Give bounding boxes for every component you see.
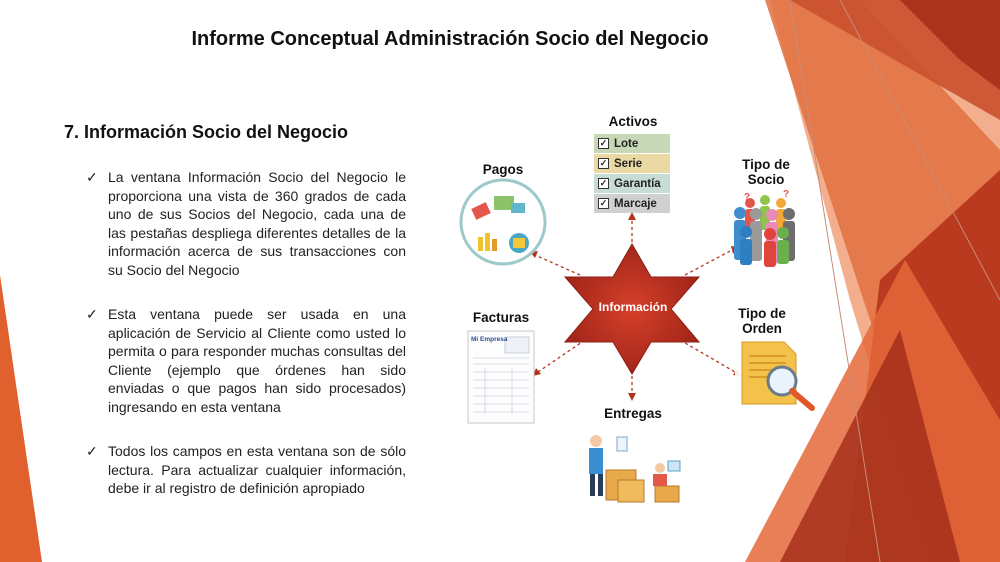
checkmark-icon: ✓	[86, 169, 98, 185]
pagos-label: Pagos	[482, 162, 524, 177]
entregas-label: Entregas	[604, 406, 662, 421]
order-document-illustration	[735, 340, 815, 410]
activos-list	[594, 134, 670, 214]
checkmark-icon: ✓	[86, 443, 98, 459]
checkbox-icon: ✓	[599, 138, 608, 148]
checkbox-icon: ✓	[599, 158, 608, 168]
activos-item-marcaje: ✓ Marcaje	[594, 194, 670, 213]
svg-text:?: ?	[783, 189, 790, 200]
tipo-orden-label: Tipo de Orden	[738, 306, 786, 336]
svg-text:?: ?	[744, 192, 751, 203]
delivery-illustration	[583, 430, 687, 508]
section-heading: 7. Información Socio del Negocio	[64, 122, 349, 142]
activos-item-garantia: ✓ Garantía	[594, 174, 670, 193]
facturas-label: Facturas	[472, 310, 530, 325]
checkmark-icon: ✓	[86, 306, 98, 322]
activos-label: Activos	[608, 114, 658, 129]
bullet-text: Esta ventana puede ser usada en una aplicación de Servicio al Cliente como usted lo permita o para responder muchas consultas del Cliente (ejemplo que órdenes han sido enviadas o que pagos han sido procesados) ingresando en esta ventana	[108, 306, 406, 415]
bullet-text: La ventana Información Socio del Negocio le proporciona una vista de 360 grados de cada uno de sus Socios del Negocio, cada una de las pestañas despliega diferentes detalles de la información acerca de sus transacciones con su Socio del Negocio	[108, 169, 406, 278]
checkbox-icon: ✓	[599, 178, 608, 188]
payments-illustration	[461, 180, 545, 264]
tipo-socio-label: Tipo de Socio	[742, 157, 790, 187]
invoice-company: Mi Empresa	[471, 336, 508, 343]
star-center-label: Información	[598, 300, 668, 314]
activos-item-serie: ✓ Serie	[594, 154, 670, 173]
bullet-text: Todos los campos en esta ventana son de sólo lectura. Para actualizar cualquier información, debe ir al registro de definición apropiado	[108, 443, 406, 496]
slide-title: Informe Conceptual Administración Socio del Negocio	[191, 28, 709, 50]
checkbox-icon: ✓	[599, 198, 608, 208]
activos-item-lote: ✓ Lote	[594, 134, 670, 153]
invoice-illustration	[468, 331, 534, 423]
people-group-illustration	[734, 189, 795, 267]
